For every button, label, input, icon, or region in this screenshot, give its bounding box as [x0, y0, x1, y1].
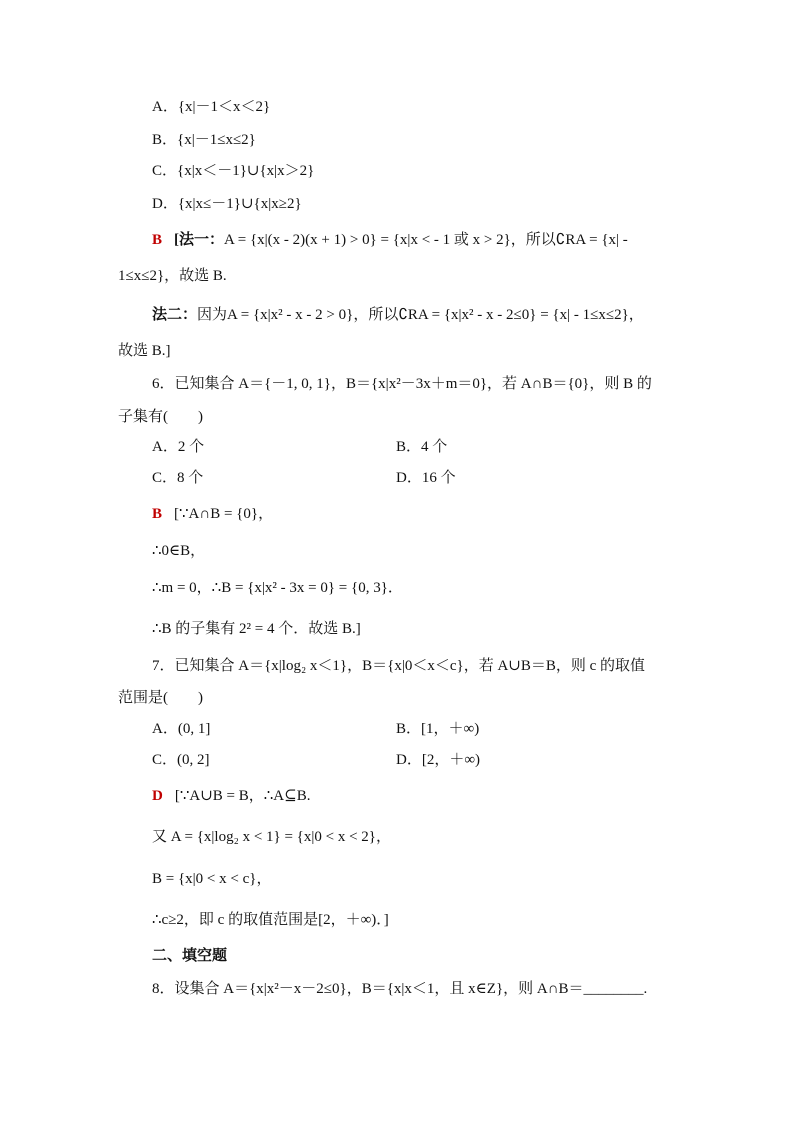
q5-solution-line-3: [152, 305, 644, 325]
q7-answer: D: [152, 788, 163, 804]
q7-solution-line-2: 又 A = {x|log₂ x < 1} = {x|0 < x < 2}，: [152, 829, 392, 845]
q6-stem-1: 6．已知集合 A＝{－1, 0, 1}，B＝{x|x²－3x＋m＝0}，若 A∩B＝{0}，则 B 的: [152, 376, 652, 392]
q6-answer: B: [152, 506, 163, 522]
q6-option-b: B．4 个: [396, 439, 448, 455]
q7-stem-2: 范围是( ): [118, 690, 203, 706]
q5-solution-line-2: 1≤x≤2}，故选 B.: [118, 268, 227, 284]
q7-option-b: B．[1，＋∞): [396, 721, 480, 737]
q5-solution-line-1: [152, 230, 628, 250]
q8-stem: 8．设集合 A＝{x|x²－x－2≤0}，B＝{x|x＜1，且 x∈Z}，则 A∩B＝________.: [152, 981, 648, 997]
q5-option-a: A．{x|－1＜x＜2}: [152, 99, 271, 115]
q6-solution-line-1: [152, 504, 273, 524]
q7-option-a: A．(0, 1]: [152, 721, 211, 737]
method2-label: 法二：: [152, 307, 198, 323]
q5-option-c: C．{x|x＜－1}∪{x|x＞2}: [152, 163, 315, 179]
q5-sol-text-3: 因为A = {x|x² - x - 2 > 0}，所以∁RA = {x|x² - x - 2≤0} = {x| - 1≤x≤2}，: [197, 307, 644, 323]
q7-solution-line-3: B = {x|0 < x < c}，: [152, 871, 272, 887]
q5-option-d: D．{x|x≤－1}∪{x|x≥2}: [152, 196, 302, 212]
q6-option-a: A．2 个: [152, 439, 205, 455]
q5-sol-text-1: A = {x|(x - 2)(x + 1) > 0} = {x|x < - 1 或 x > 2}，所以∁RA = {x| -: [224, 232, 628, 248]
q6-solution-line-3: ∴m = 0，∴B = {x|x² - 3x = 0} = {0, 3}．: [152, 580, 403, 596]
q5-solution-line-4: 故选 B.]: [118, 343, 171, 359]
section-heading-fill-in: 二、填空题: [152, 948, 228, 964]
q7-stem-1: 7．已知集合 A＝{x|log₂ x＜1}，B＝{x|0＜x＜c}，若 A∪B＝B，则 c 的取值: [152, 658, 646, 674]
q5-answer: B: [152, 232, 163, 248]
q6-option-c: C．8 个: [152, 470, 204, 486]
q6-solution-line-2: ∴0∈B，: [152, 543, 206, 559]
q7-option-c: C．(0, 2]: [152, 752, 210, 768]
method1-label: [法一：: [174, 232, 225, 248]
q7-option-d: D．[2，＋∞): [396, 752, 481, 768]
q6-option-d: D．16 个: [396, 470, 456, 486]
q5-option-b: B．{x|－1≤x≤2}: [152, 132, 256, 148]
q7-solution-line-4: ∴c≥2，即 c 的取值范围是[2，＋∞)．]: [152, 912, 389, 928]
q6-solution-line-4: ∴B 的子集有 2² = 4 个．故选 B.]: [152, 621, 361, 637]
q6-sol-text-1: [∵A∩B = {0}，: [174, 506, 274, 522]
q7-solution-line-1: [152, 786, 310, 806]
q7-sol-text-1: [∵A∪B = B，∴A⊆B.: [174, 788, 311, 804]
q6-stem-2: 子集有( ): [118, 409, 203, 425]
